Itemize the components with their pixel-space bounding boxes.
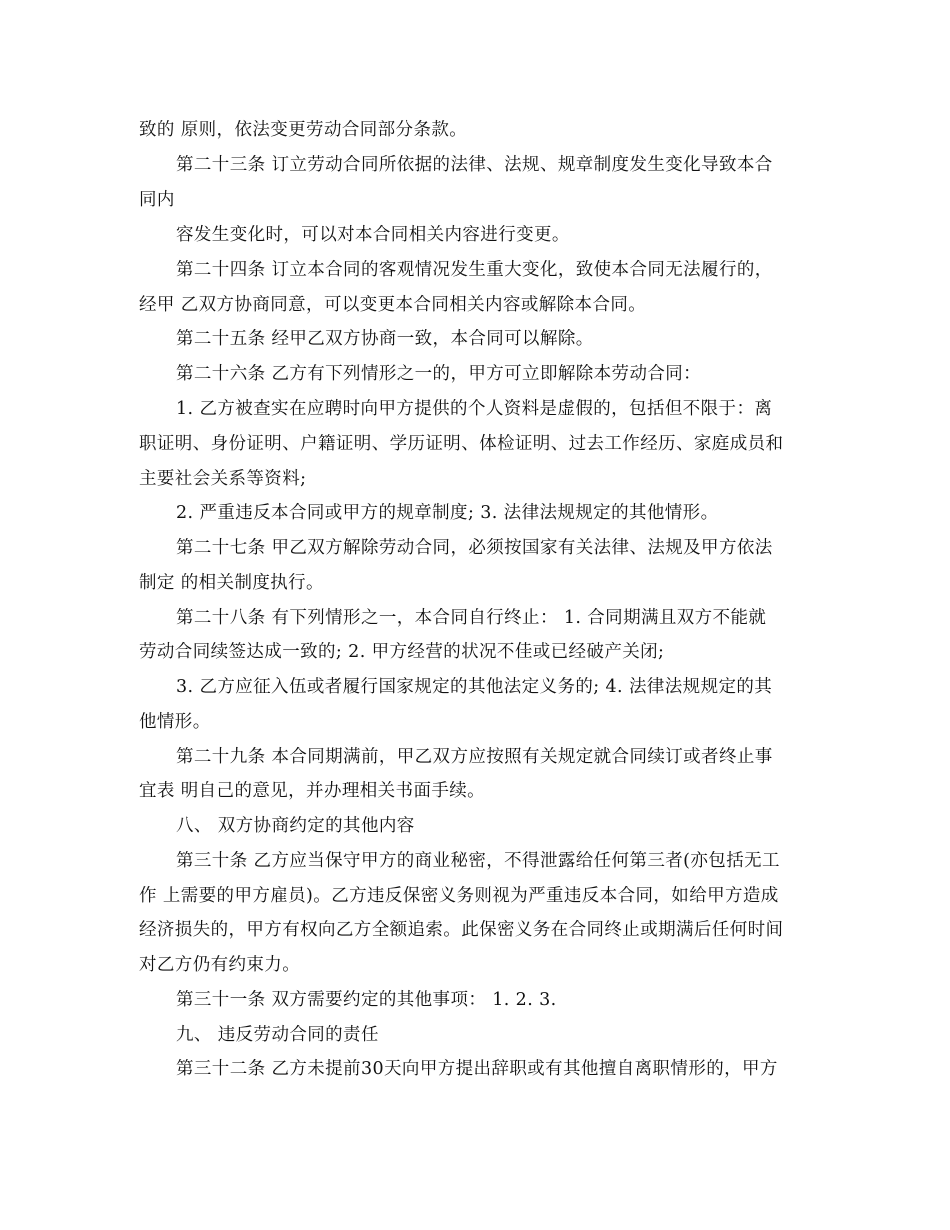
text-line: 容发生变化时，可以对本合同相关内容进行变更。 — [176, 225, 570, 245]
text-line: 制定 的相关制度执行。 — [139, 573, 324, 593]
text-line: 第三十一条 双方需要约定的其他事项： 1. 2. 3. — [176, 990, 557, 1010]
text-line: 第二十六条 乙方有下列情形之一的，甲方可立即解除本劳动合同： — [176, 364, 702, 384]
text-line: 宜表 明自己的意见，并办理相关书面手续。 — [139, 781, 486, 801]
text-line: 3. 乙方应征入伍或者履行国家规定的其他法定义务的; 4. 法律法规规定的其 — [176, 677, 773, 697]
text-line: 第二十八条 有下列情形之一，本合同自行终止： 1. 合同期满且双方不能就 — [176, 608, 767, 628]
section-heading: 九、 违反劳动合同的责任 — [176, 1025, 379, 1045]
text-line: 第二十九条 本合同期满前，甲乙双方应按照有关规定就合同续订或者终止事 — [176, 747, 773, 767]
text-line: 2. 严重违反本合同或甲方的规章制度; 3. 法律法规规定的其他情形。 — [176, 503, 719, 523]
text-line: 同内 — [139, 190, 175, 210]
text-line: 第二十七条 甲乙双方解除劳动合同，必须按国家有关法律、法规及甲方依法 — [176, 538, 773, 558]
text-line: 1. 乙方被查实在应聘时向甲方提供的个人资料是虚假的，包括但不限于：离 — [176, 399, 773, 419]
text-line: 第二十三条 订立劳动合同所依据的法律、法规、规章制度发生变化导致本合 — [176, 155, 773, 175]
text-line: 第二十五条 经甲乙双方协商一致，本合同可以解除。 — [176, 329, 594, 349]
text-line: 经甲 乙双方协商同意，可以变更本合同相关内容或解除本合同。 — [139, 295, 647, 315]
text-line: 作 上需要的甲方雇员)。乙方违反保密义务则视为严重违反本合同，如给甲方造成 — [139, 886, 779, 906]
text-line: 劳动合同续签达成一致的; 2. 甲方经营的状况不佳或已经破产关闭; — [139, 642, 665, 662]
text-line: 致的 原则，依法变更劳动合同部分条款。 — [139, 120, 468, 140]
text-line: 主要社会关系等资料; — [139, 469, 307, 489]
section-heading: 八、 双方协商约定的其他内容 — [176, 816, 415, 836]
text-line: 经济损失的，甲方有权向乙方全额追索。此保密义务在合同终止或期满后任何时间 — [139, 920, 784, 940]
text-line: 对乙方仍有约束力。 — [139, 955, 301, 975]
text-line: 第三十二条 乙方未提前30天向甲方提出辞职或有其他擅自离职情形的，甲方 — [176, 1059, 778, 1079]
text-line: 第三十条 乙方应当保守甲方的商业秘密，不得泄露给任何第三者(亦包括无工 — [176, 851, 780, 871]
text-line: 他情形。 — [139, 712, 211, 732]
text-line: 第二十四条 订立本合同的客观情况发生重大变化，致使本合同无法履行的， — [176, 260, 773, 280]
text-line: 职证明、身份证明、户籍证明、学历证明、体检证明、过去工作经历、家庭成员和 — [139, 434, 784, 454]
